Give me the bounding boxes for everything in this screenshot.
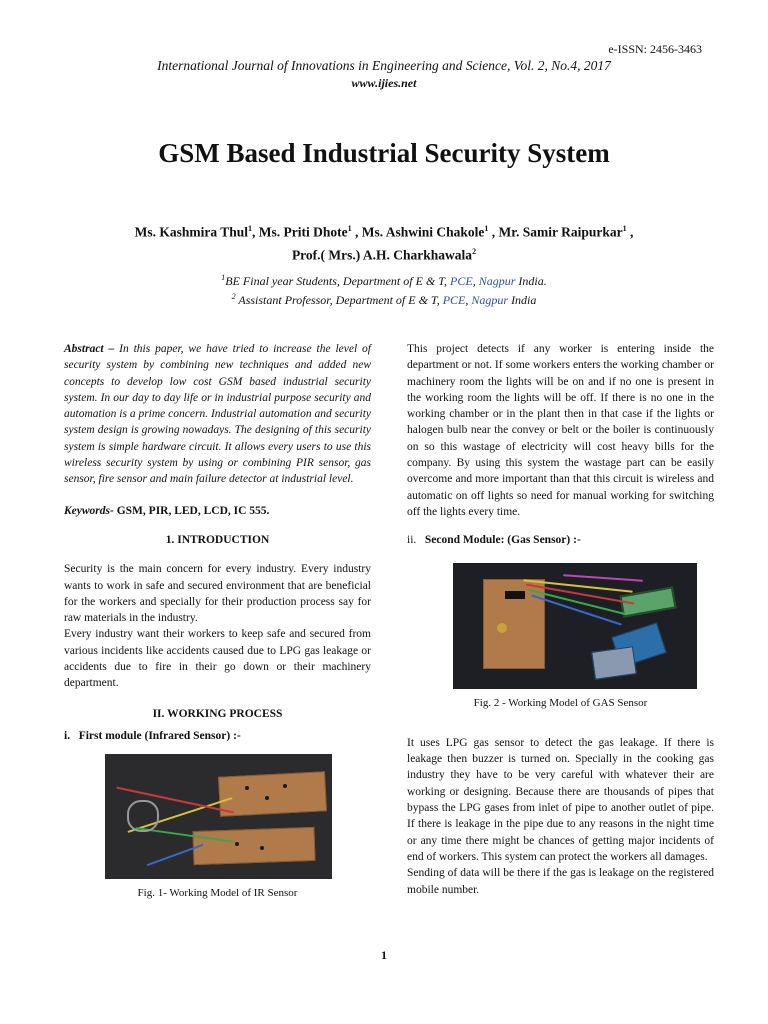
- ir-board-top: [218, 771, 327, 817]
- pce-link[interactable]: PCE: [442, 293, 466, 307]
- intro-heading: 1. INTRODUCTION: [165, 533, 270, 546]
- figure-2-caption: Fig. 2 - Working Model of GAS Sensor: [473, 696, 648, 709]
- intro-paragraph-1: Security is the main concern for every industry. Every industry wants to work in safe and secured environment that are beneficial for the workers and specially for their production process say for raw materials in the industry.: [64, 563, 371, 625]
- right-column: [407, 341, 714, 898]
- left-column: [64, 341, 371, 902]
- author-3: , Ms. Ashwini Chakole: [351, 224, 485, 240]
- controller-board: [591, 646, 636, 680]
- author-4: , Mr. Samir Raipurkar: [488, 224, 623, 240]
- journal-website: www.ijies.net: [351, 76, 417, 90]
- intro-paragraph-2: Every industry want their workers to keep safe and secured from various incidents like accidents caused due to LPG gas leakage or accidents due to fire in their go down or their machinery department.: [64, 628, 371, 690]
- journal-name: International Journal of Innovations in Engineering and Science, Vol. 2, No.4, 2017: [157, 58, 611, 73]
- affiliation-1: $^1$BE Final year Students, Department of E & T, PCE, Nagpur India.: [221, 273, 547, 288]
- ir-board-bottom: [192, 827, 315, 865]
- second-module-heading: ii. Second Module: (Gas Sensor) :-: [407, 534, 581, 547]
- working-process-heading: II. WORKING PROCESS: [152, 707, 283, 720]
- author-5: Prof.( Mrs.) A.H. Charkhawala: [291, 247, 473, 262]
- ir-sensor-photo: [105, 754, 332, 879]
- page-number: 1: [381, 948, 387, 962]
- abstract: Abstract – In this paper, we have tried to increase the level of security system by combining new techniques and added new concepts to develop low cost GSM based industrial security system. In our day to day life or in industrial purpose security and automation is a prime concern. Industrial automation and security system design is growing nowadays. The designing of this security system is simple hardware circuit. It allows every users to use this wireless security system by using or combining PIR sensor, gas sensor, fire sensor and main failure detector at industrial level.: [64, 343, 371, 486]
- wire-coil: [127, 800, 159, 832]
- pce-link[interactable]: PCE: [450, 274, 473, 288]
- right-paragraph-1: This project detects if any worker is entering inside the department or not. If some workers enters the working chamber or machinery room the lights will be on and if no one is present in the working room the lights will be off. If there is no one in the working chamber or in the plant then in that case if the lights or halogen bulb near the convey or belt or the boiler is continuously on so this wastage of electricity will cost heavy bills for the company. By using this system the wastage part can be easily overcome and more important than that this circuit is wireless and automatic on off lights so need for manual working for switching off the lights every time.: [407, 343, 714, 518]
- nagpur-link[interactable]: Nagpur: [478, 274, 516, 288]
- keywords: Keywords- GSM, PIR, LED, LCD, IC 555.: [64, 504, 270, 517]
- affiliations: [60, 270, 708, 308]
- abstract-label: Abstract –: [64, 343, 115, 355]
- figure-1-caption: Fig. 1- Working Model of IR Sensor: [137, 887, 298, 900]
- paper-title: GSM Based Industrial Security System: [158, 138, 610, 168]
- author-1: Ms. Kashmira Thul: [134, 224, 248, 240]
- authors: Ms. Kashmira Thul$^1$, Ms. Priti Dhote$^1$ , Ms. Ashwini Chakole$^1$ , Mr. Samir Raipurkar$^1$ , Prof.( Mrs.) A.H. Charkhawala$^2$: [134, 224, 634, 262]
- first-module-heading: i. First module (Infrared Sensor) :-: [64, 729, 241, 742]
- gas-sensor-photo: [453, 563, 697, 689]
- issn: e-ISSN: 2456-3463: [608, 42, 702, 56]
- nagpur-link[interactable]: Nagpur: [471, 293, 509, 307]
- author-2: , Ms. Priti Dhote: [252, 224, 348, 240]
- right-paragraph-3: Sending of data will be there if the gas is leakage on the registered mobile number.: [407, 867, 714, 896]
- affiliation-2: $^2$ Assistant Professor, Department of E & T, PCE, Nagpur India: [231, 292, 537, 307]
- right-paragraph-2: It uses LPG gas sensor to detect the gas leakage. If there is leakage then buzzer is turned on. Specially in the cooking gas industry they have to be very careful with whatever their are working or designing. Because there are thousands of pipes that bypass the LPG gases from inlet of pipe to another outlet of pipe. If there is leakage in the pipe due to any reasons in the night time or any time there might be chances of getting major incidents of end of workers. This system can protect the workers all damages.: [407, 736, 714, 863]
